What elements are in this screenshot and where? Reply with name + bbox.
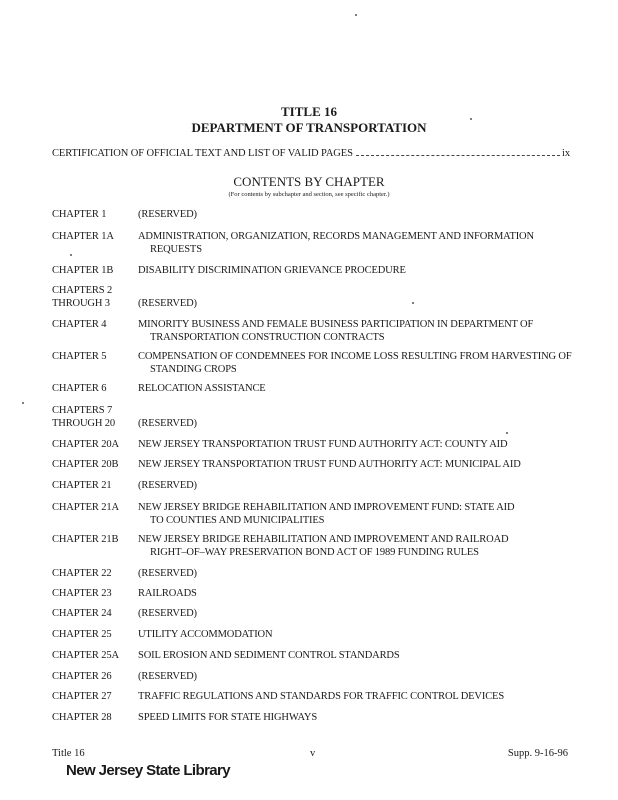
chapter-number-line: CHAPTERS 2 [52,285,113,296]
chapter-title [138,479,578,492]
footer-title: Title 16 [52,748,85,759]
chapter-number [52,711,132,724]
chapter-title-line: (RESERVED) [138,608,197,619]
chapter-number-line: THROUGH 20 [52,418,115,429]
chapter-title [138,208,578,221]
title-number: TITLE 16 [281,104,337,119]
chapter-title [138,607,578,620]
chapter-number [52,479,132,492]
chapter-title-line: (RESERVED) [138,209,197,220]
chapter-number [52,438,132,451]
chapter-title [138,318,578,344]
chapter-number-line: CHAPTER 23 [52,588,112,599]
chapter-number [52,382,132,395]
chapter-title-line: STANDING CROPS [150,364,237,375]
chapter-number-line: CHAPTER 20A [52,439,119,450]
chapter-number [52,264,132,277]
chapter-title-line: RELOCATION ASSISTANCE [138,383,266,394]
chapter-title-line: COMPENSATION OF CONDEMNEES FOR INCOME LOSS RESULTING FROM HARVESTING OF [138,351,572,362]
scan-speck [506,432,508,434]
chapter-number [52,230,132,243]
chapter-number-line: CHAPTERS 7 [52,405,113,416]
chapter-number [52,607,132,620]
chapter-number [52,404,132,430]
chapter-title-line: TRAFFIC REGULATIONS AND STANDARDS FOR TRAFFIC CONTROL DEVICES [138,691,505,702]
chapter-number-line: CHAPTER 4 [52,319,107,330]
chapter-title [138,382,578,395]
chapter-title [138,567,578,580]
chapter-number-line: CHAPTER 5 [52,351,107,362]
chapter-title-line: TO COUNTIES AND MUNICIPALITIES [150,515,325,526]
chapter-number-line: CHAPTER 24 [52,608,112,619]
chapter-number [52,284,132,310]
chapter-number [52,628,132,641]
chapter-title-line: RIGHT–OF–WAY PRESERVATION BOND ACT OF 1989 FUNDING RULES [150,547,479,558]
chapter-title-line: SPEED LIMITS FOR STATE HIGHWAYS [138,712,318,723]
chapter-number [52,567,132,580]
chapter-number-line: CHAPTER 26 [52,671,112,682]
certification-page: ix [562,148,570,159]
contents-heading: CONTENTS BY CHAPTER [233,174,385,189]
chapter-title-line: (RESERVED) [138,480,197,491]
chapter-title-line: TRANSPORTATION CONSTRUCTION CONTRACTS [150,332,385,343]
chapter-number-line: THROUGH 3 [52,298,110,309]
chapter-number-line: CHAPTER 21A [52,502,119,513]
chapter-title [138,670,578,683]
chapter-title-line: RAILROADS [138,588,197,599]
scan-speck [355,14,357,16]
chapter-title [138,350,578,376]
chapter-title-line: MINORITY BUSINESS AND FEMALE BUSINESS PARTICIPATION IN DEPARTMENT OF [138,319,534,330]
chapter-number [52,670,132,683]
dot-leader [356,155,560,156]
chapter-title-line: DISABILITY DISCRIMINATION GRIEVANCE PROCEDURE [138,265,406,276]
chapter-title [138,690,578,703]
chapter-number [52,350,132,363]
chapter-title [138,587,578,600]
certification-line [52,148,570,159]
chapter-title-line: NEW JERSEY TRANSPORTATION TRUST FUND AUTHORITY ACT: COUNTY AID [138,439,508,450]
footer-page-number: v [310,748,316,759]
chapter-title [138,438,578,451]
chapter-number [52,208,132,221]
library-stamp: New Jersey State Library [66,762,231,779]
chapter-number [52,501,132,514]
chapter-number-line: CHAPTER 1 [52,209,107,220]
chapter-number [52,458,132,471]
chapter-title [138,711,578,724]
chapter-number [52,318,132,331]
chapter-title [138,501,578,527]
chapter-number-line: CHAPTER 1A [52,231,114,242]
chapter-number [52,533,132,546]
chapter-number [52,690,132,703]
chapter-number-line: CHAPTER 25A [52,650,119,661]
chapter-title [138,628,578,641]
chapter-title [138,297,578,310]
certification-text: CERTIFICATION OF OFFICIAL TEXT AND LIST OF VALID PAGES [52,148,353,159]
chapter-title-line: (RESERVED) [138,418,197,429]
chapter-title [138,533,578,559]
chapter-number-line: CHAPTER 20B [52,459,119,470]
chapter-title [138,649,578,662]
chapter-number-line: CHAPTER 27 [52,691,112,702]
chapter-title [138,230,578,256]
chapter-title-line: NEW JERSEY TRANSPORTATION TRUST FUND AUTHORITY ACT: MUNICIPAL AID [138,459,521,470]
chapter-title [138,264,578,277]
chapter-number-line: CHAPTER 1B [52,265,114,276]
contents-note: (For contents by subchapter and section, see specific chapter.) [228,191,390,198]
chapter-title-line: NEW JERSEY BRIDGE REHABILITATION AND IMPROVEMENT FUND: STATE AID [138,502,515,513]
chapter-title-line: REQUESTS [150,244,202,255]
chapter-number [52,587,132,600]
chapter-title [138,458,578,471]
chapter-title-line: (RESERVED) [138,298,197,309]
chapter-title-line: UTILITY ACCOMMODATION [138,629,273,640]
chapter-title-line: SOIL EROSION AND SEDIMENT CONTROL STANDARDS [138,650,400,661]
chapter-title-line: ADMINISTRATION, ORGANIZATION, RECORDS MANAGEMENT AND INFORMATION [138,231,534,242]
chapter-number-line: CHAPTER 25 [52,629,112,640]
chapter-number-line: CHAPTER 28 [52,712,112,723]
chapter-title-line: (RESERVED) [138,671,197,682]
chapter-title-line: (RESERVED) [138,568,197,579]
department-name: DEPARTMENT OF TRANSPORTATION [191,120,427,135]
footer-supplement-date: Supp. 9-16-96 [507,748,568,759]
chapter-number-line: CHAPTER 21 [52,480,112,491]
chapter-number-line: CHAPTER 6 [52,383,107,394]
title-block [0,104,618,136]
chapter-title-line: NEW JERSEY BRIDGE REHABILITATION AND IMPROVEMENT AND RAILROAD [138,534,509,545]
chapter-number-line: CHAPTER 22 [52,568,112,579]
scan-speck [22,402,24,404]
scan-speck [70,254,72,256]
chapter-number-line: CHAPTER 21B [52,534,119,545]
chapter-title [138,417,578,430]
chapter-number [52,649,132,662]
